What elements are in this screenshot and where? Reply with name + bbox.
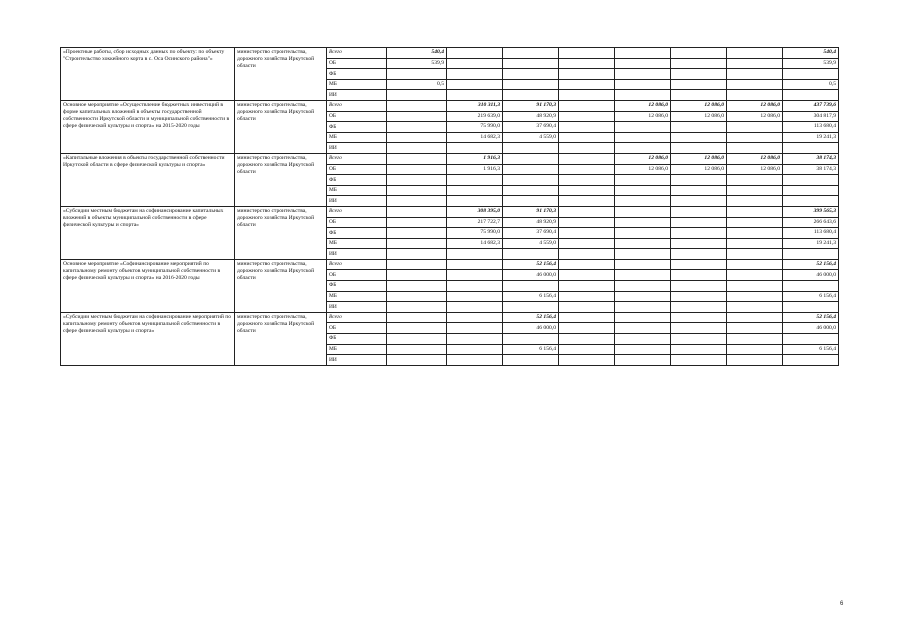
amount-cell bbox=[559, 175, 615, 186]
funding-source-cell: ОБ bbox=[327, 217, 387, 228]
amount-cell bbox=[387, 132, 447, 143]
activity-name-cell: «Субсидии местным бюджетам на софинансирование капитальных вложений в объекты муниципальной собственности в сфере физической культуры и спорта» bbox=[61, 206, 235, 259]
executor-cell: министерство строительства, дорожного хозяйства Иркутской области bbox=[235, 48, 327, 101]
funding-source-cell: Всего bbox=[327, 153, 387, 164]
amount-cell bbox=[615, 249, 671, 260]
amount-cell: 46 000,0 bbox=[503, 270, 559, 281]
funding-source-cell: Всего bbox=[327, 48, 387, 59]
amount-cell: 1 916,3 bbox=[447, 153, 503, 164]
total-amount-cell: 52 156,4 bbox=[783, 312, 839, 323]
amount-cell: 12 086,0 bbox=[727, 153, 783, 164]
page-number: 6 bbox=[840, 601, 844, 607]
amount-cell bbox=[671, 334, 727, 345]
table-row bbox=[61, 100, 839, 111]
amount-cell bbox=[559, 58, 615, 69]
amount-cell bbox=[671, 206, 727, 217]
amount-cell: 6 156,4 bbox=[503, 291, 559, 302]
amount-cell bbox=[671, 79, 727, 90]
amount-cell bbox=[671, 228, 727, 239]
amount-cell bbox=[727, 122, 783, 133]
funding-source-cell: ФБ bbox=[327, 69, 387, 80]
funding-source-cell: ОБ bbox=[327, 164, 387, 175]
amount-cell: 1 916,3 bbox=[447, 164, 503, 175]
amount-cell bbox=[727, 69, 783, 80]
amount-cell bbox=[387, 122, 447, 133]
amount-cell bbox=[387, 355, 447, 366]
amount-cell bbox=[503, 90, 559, 101]
amount-cell bbox=[447, 281, 503, 292]
total-amount-cell bbox=[783, 249, 839, 260]
total-amount-cell bbox=[783, 355, 839, 366]
amount-cell bbox=[671, 122, 727, 133]
amount-cell bbox=[727, 58, 783, 69]
amount-cell bbox=[387, 302, 447, 313]
amount-cell bbox=[559, 259, 615, 270]
amount-cell bbox=[559, 249, 615, 260]
amount-cell: 4 559,0 bbox=[503, 238, 559, 249]
funding-source-cell: ИИ bbox=[327, 302, 387, 313]
amount-cell bbox=[615, 185, 671, 196]
amount-cell bbox=[615, 302, 671, 313]
table-row bbox=[61, 206, 839, 217]
amount-cell bbox=[671, 238, 727, 249]
total-amount-cell: 0,5 bbox=[783, 79, 839, 90]
amount-cell bbox=[447, 249, 503, 260]
amount-cell bbox=[559, 302, 615, 313]
amount-cell bbox=[727, 143, 783, 154]
amount-cell bbox=[503, 302, 559, 313]
amount-cell: 12 086,0 bbox=[671, 153, 727, 164]
amount-cell: 0,5 bbox=[387, 79, 447, 90]
activity-name-cell: «Капитальные вложения в объекты государственной собственности Иркутской области в сфере физической культуры и спорта» bbox=[61, 153, 235, 206]
amount-cell bbox=[447, 344, 503, 355]
amount-cell: 12 086,0 bbox=[615, 153, 671, 164]
amount-cell: 52 156,4 bbox=[503, 259, 559, 270]
total-amount-cell bbox=[783, 334, 839, 345]
amount-cell bbox=[671, 344, 727, 355]
amount-cell bbox=[447, 48, 503, 59]
amount-cell bbox=[447, 302, 503, 313]
amount-cell bbox=[447, 270, 503, 281]
amount-cell bbox=[447, 143, 503, 154]
total-amount-cell: 540,4 bbox=[783, 48, 839, 59]
funding-source-cell: МБ bbox=[327, 344, 387, 355]
amount-cell bbox=[727, 185, 783, 196]
amount-cell bbox=[559, 291, 615, 302]
amount-cell bbox=[559, 48, 615, 59]
activity-name-cell: Основное мероприятие «Осуществление бюджетных инвестиций в форме капитальных вложений в объекты государственной собственности Иркутской области и муниципальной собственности в сфере физической культуры и спорта» на 2015-2020 годы bbox=[61, 100, 235, 153]
amount-cell: 308 395,0 bbox=[447, 206, 503, 217]
budget-table-body bbox=[61, 48, 839, 366]
amount-cell bbox=[447, 196, 503, 207]
executor-cell: министерство строительства, дорожного хозяйства Иркутской области bbox=[235, 206, 327, 259]
amount-cell: 12 086,0 bbox=[671, 100, 727, 111]
amount-cell bbox=[503, 79, 559, 90]
amount-cell bbox=[671, 355, 727, 366]
amount-cell bbox=[615, 355, 671, 366]
amount-cell bbox=[559, 143, 615, 154]
amount-cell bbox=[559, 100, 615, 111]
amount-cell: 310 311,3 bbox=[447, 100, 503, 111]
amount-cell: 48 920,9 bbox=[503, 217, 559, 228]
amount-cell: 12 086,0 bbox=[671, 111, 727, 122]
amount-cell bbox=[727, 344, 783, 355]
amount-cell: 37 690,4 bbox=[503, 122, 559, 133]
amount-cell: 14 682,3 bbox=[447, 238, 503, 249]
amount-cell bbox=[503, 69, 559, 80]
amount-cell bbox=[447, 69, 503, 80]
total-amount-cell: 46 000,0 bbox=[783, 270, 839, 281]
amount-cell: 52 156,4 bbox=[503, 312, 559, 323]
amount-cell bbox=[559, 355, 615, 366]
amount-cell: 12 086,0 bbox=[727, 100, 783, 111]
total-amount-cell: 266 643,6 bbox=[783, 217, 839, 228]
amount-cell bbox=[671, 217, 727, 228]
total-amount-cell: 437 739,6 bbox=[783, 100, 839, 111]
funding-source-cell: МБ bbox=[327, 79, 387, 90]
amount-cell bbox=[671, 302, 727, 313]
amount-cell bbox=[671, 323, 727, 334]
funding-source-cell: ОБ bbox=[327, 323, 387, 334]
funding-source-cell: ИИ bbox=[327, 355, 387, 366]
amount-cell bbox=[387, 153, 447, 164]
amount-cell bbox=[559, 312, 615, 323]
amount-cell bbox=[615, 69, 671, 80]
amount-cell: 91 170,3 bbox=[503, 206, 559, 217]
amount-cell bbox=[387, 259, 447, 270]
amount-cell bbox=[727, 281, 783, 292]
activity-name-cell: «Субсидии местным бюджетам на софинансирование мероприятий по капитальному ремонту объектов муниципальной собственности в сфере физической культуры и спорта» bbox=[61, 312, 235, 365]
amount-cell bbox=[447, 185, 503, 196]
funding-source-cell: ФБ bbox=[327, 122, 387, 133]
amount-cell: 219 639,0 bbox=[447, 111, 503, 122]
amount-cell bbox=[387, 69, 447, 80]
amount-cell: 37 690,4 bbox=[503, 228, 559, 239]
amount-cell bbox=[559, 196, 615, 207]
amount-cell bbox=[503, 58, 559, 69]
funding-source-cell: Всего bbox=[327, 100, 387, 111]
amount-cell bbox=[503, 153, 559, 164]
amount-cell bbox=[387, 164, 447, 175]
funding-source-cell: ОБ bbox=[327, 58, 387, 69]
amount-cell bbox=[559, 323, 615, 334]
amount-cell bbox=[615, 217, 671, 228]
total-amount-cell: 399 565,3 bbox=[783, 206, 839, 217]
table-row bbox=[61, 153, 839, 164]
amount-cell bbox=[615, 312, 671, 323]
executor-cell: министерство строительства, дорожного хозяйства Иркутской области bbox=[235, 153, 327, 206]
amount-cell: 6 156,4 bbox=[503, 344, 559, 355]
amount-cell bbox=[727, 206, 783, 217]
amount-cell bbox=[387, 185, 447, 196]
amount-cell: 91 170,3 bbox=[503, 100, 559, 111]
funding-source-cell: ИИ bbox=[327, 90, 387, 101]
amount-cell bbox=[387, 217, 447, 228]
amount-cell bbox=[615, 58, 671, 69]
total-amount-cell bbox=[783, 69, 839, 80]
amount-cell bbox=[559, 111, 615, 122]
amount-cell bbox=[559, 344, 615, 355]
amount-cell bbox=[727, 270, 783, 281]
amount-cell bbox=[387, 206, 447, 217]
executor-cell: министерство строительства, дорожного хозяйства Иркутской области bbox=[235, 100, 327, 153]
amount-cell bbox=[727, 196, 783, 207]
amount-cell bbox=[727, 259, 783, 270]
total-amount-cell: 38 174,3 bbox=[783, 164, 839, 175]
amount-cell: 12 086,0 bbox=[727, 164, 783, 175]
amount-cell bbox=[387, 249, 447, 260]
amount-cell bbox=[615, 291, 671, 302]
amount-cell bbox=[615, 48, 671, 59]
amount-cell: 540,4 bbox=[387, 48, 447, 59]
amount-cell bbox=[727, 355, 783, 366]
amount-cell bbox=[671, 143, 727, 154]
amount-cell bbox=[447, 58, 503, 69]
amount-cell bbox=[559, 217, 615, 228]
amount-cell bbox=[727, 48, 783, 59]
amount-cell bbox=[671, 58, 727, 69]
amount-cell bbox=[559, 153, 615, 164]
amount-cell bbox=[503, 143, 559, 154]
amount-cell bbox=[503, 185, 559, 196]
total-amount-cell: 304 817,9 bbox=[783, 111, 839, 122]
funding-source-cell: ФБ bbox=[327, 175, 387, 186]
total-amount-cell: 113 680,4 bbox=[783, 228, 839, 239]
amount-cell: 12 086,0 bbox=[615, 100, 671, 111]
amount-cell: 12 086,0 bbox=[671, 164, 727, 175]
funding-source-cell: Всего bbox=[327, 206, 387, 217]
amount-cell bbox=[615, 196, 671, 207]
funding-source-cell: ОБ bbox=[327, 111, 387, 122]
amount-cell bbox=[559, 270, 615, 281]
amount-cell bbox=[727, 228, 783, 239]
amount-cell bbox=[387, 270, 447, 281]
amount-cell bbox=[615, 228, 671, 239]
amount-cell bbox=[615, 323, 671, 334]
amount-cell bbox=[503, 334, 559, 345]
amount-cell bbox=[559, 90, 615, 101]
amount-cell bbox=[727, 175, 783, 186]
amount-cell bbox=[387, 281, 447, 292]
amount-cell bbox=[559, 164, 615, 175]
funding-source-cell: Всего bbox=[327, 312, 387, 323]
amount-cell bbox=[727, 238, 783, 249]
amount-cell bbox=[727, 323, 783, 334]
amount-cell bbox=[559, 69, 615, 80]
amount-cell bbox=[559, 122, 615, 133]
amount-cell bbox=[615, 206, 671, 217]
amount-cell bbox=[447, 334, 503, 345]
funding-source-cell: МБ bbox=[327, 238, 387, 249]
amount-cell bbox=[727, 291, 783, 302]
amount-cell bbox=[671, 175, 727, 186]
amount-cell bbox=[559, 228, 615, 239]
amount-cell bbox=[615, 281, 671, 292]
amount-cell bbox=[447, 259, 503, 270]
amount-cell bbox=[727, 302, 783, 313]
total-amount-cell: 539,9 bbox=[783, 58, 839, 69]
amount-cell: 4 559,0 bbox=[503, 132, 559, 143]
amount-cell: 217 722,7 bbox=[447, 217, 503, 228]
amount-cell bbox=[615, 334, 671, 345]
amount-cell: 12 086,0 bbox=[727, 111, 783, 122]
amount-cell bbox=[615, 122, 671, 133]
amount-cell bbox=[727, 90, 783, 101]
amount-cell bbox=[387, 334, 447, 345]
table-row bbox=[61, 259, 839, 270]
amount-cell bbox=[671, 291, 727, 302]
amount-cell: 14 682,3 bbox=[447, 132, 503, 143]
amount-cell bbox=[387, 323, 447, 334]
funding-source-cell: ФБ bbox=[327, 334, 387, 345]
amount-cell: 12 086,0 bbox=[615, 111, 671, 122]
amount-cell bbox=[615, 259, 671, 270]
amount-cell bbox=[559, 206, 615, 217]
amount-cell bbox=[447, 291, 503, 302]
amount-cell bbox=[503, 48, 559, 59]
amount-cell: 75 990,0 bbox=[447, 228, 503, 239]
amount-cell bbox=[559, 238, 615, 249]
amount-cell bbox=[671, 132, 727, 143]
executor-cell: министерство строительства, дорожного хозяйства Иркутской области bbox=[235, 312, 327, 365]
total-amount-cell: 46 000,0 bbox=[783, 323, 839, 334]
amount-cell: 46 000,0 bbox=[503, 323, 559, 334]
amount-cell bbox=[671, 185, 727, 196]
executor-cell: министерство строительства, дорожного хозяйства Иркутской области bbox=[235, 259, 327, 312]
amount-cell bbox=[447, 175, 503, 186]
amount-cell bbox=[559, 132, 615, 143]
amount-cell bbox=[559, 334, 615, 345]
total-amount-cell: 38 174,3 bbox=[783, 153, 839, 164]
amount-cell bbox=[615, 143, 671, 154]
amount-cell bbox=[671, 312, 727, 323]
amount-cell: 539,9 bbox=[387, 58, 447, 69]
amount-cell bbox=[671, 90, 727, 101]
table-row bbox=[61, 48, 839, 59]
amount-cell bbox=[671, 196, 727, 207]
amount-cell bbox=[503, 175, 559, 186]
amount-cell bbox=[387, 344, 447, 355]
amount-cell bbox=[559, 79, 615, 90]
amount-cell bbox=[503, 196, 559, 207]
amount-cell bbox=[559, 281, 615, 292]
table-row bbox=[61, 312, 839, 323]
amount-cell bbox=[727, 79, 783, 90]
amount-cell bbox=[615, 132, 671, 143]
total-amount-cell: 19 241,3 bbox=[783, 238, 839, 249]
amount-cell bbox=[447, 323, 503, 334]
amount-cell bbox=[387, 312, 447, 323]
amount-cell bbox=[615, 90, 671, 101]
budget-table bbox=[60, 47, 839, 366]
amount-cell bbox=[615, 79, 671, 90]
funding-source-cell: ИИ bbox=[327, 249, 387, 260]
amount-cell bbox=[671, 259, 727, 270]
amount-cell bbox=[503, 355, 559, 366]
amount-cell bbox=[615, 175, 671, 186]
amount-cell bbox=[387, 238, 447, 249]
total-amount-cell: 6 156,4 bbox=[783, 344, 839, 355]
amount-cell bbox=[387, 143, 447, 154]
activity-name-cell: «Проектные работы, сбор исходных данных по объекту: по объекту "Строительство хоккейного корта в с. Оса Осинского района"» bbox=[61, 48, 235, 101]
funding-source-cell: МБ bbox=[327, 291, 387, 302]
total-amount-cell bbox=[783, 90, 839, 101]
amount-cell: 75 990,0 bbox=[447, 122, 503, 133]
amount-cell bbox=[387, 196, 447, 207]
amount-cell bbox=[447, 355, 503, 366]
amount-cell bbox=[671, 281, 727, 292]
total-amount-cell bbox=[783, 175, 839, 186]
amount-cell bbox=[387, 175, 447, 186]
amount-cell bbox=[671, 69, 727, 80]
total-amount-cell bbox=[783, 196, 839, 207]
activity-name-cell: Основное мероприятие «Софинансирование мероприятий по капитальному ремонту объектов муниципальной собственности в сфере физической культуры и спорта» на 2016-2020 годы bbox=[61, 259, 235, 312]
total-amount-cell: 19 241,3 bbox=[783, 132, 839, 143]
amount-cell bbox=[671, 270, 727, 281]
total-amount-cell bbox=[783, 302, 839, 313]
funding-source-cell: ИИ bbox=[327, 143, 387, 154]
amount-cell bbox=[387, 111, 447, 122]
amount-cell bbox=[615, 270, 671, 281]
total-amount-cell: 113 680,4 bbox=[783, 122, 839, 133]
funding-source-cell: Всего bbox=[327, 259, 387, 270]
amount-cell bbox=[503, 249, 559, 260]
funding-source-cell: ФБ bbox=[327, 281, 387, 292]
amount-cell bbox=[615, 344, 671, 355]
amount-cell bbox=[615, 238, 671, 249]
total-amount-cell: 6 156,4 bbox=[783, 291, 839, 302]
amount-cell bbox=[727, 312, 783, 323]
amount-cell bbox=[447, 312, 503, 323]
amount-cell bbox=[387, 100, 447, 111]
amount-cell bbox=[503, 281, 559, 292]
amount-cell bbox=[387, 90, 447, 101]
amount-cell bbox=[387, 228, 447, 239]
amount-cell: 12 086,0 bbox=[615, 164, 671, 175]
amount-cell bbox=[727, 249, 783, 260]
total-amount-cell: 52 156,4 bbox=[783, 259, 839, 270]
amount-cell bbox=[671, 48, 727, 59]
funding-source-cell: ОБ bbox=[327, 270, 387, 281]
total-amount-cell bbox=[783, 143, 839, 154]
funding-source-cell: МБ bbox=[327, 132, 387, 143]
amount-cell bbox=[671, 249, 727, 260]
amount-cell bbox=[727, 132, 783, 143]
amount-cell bbox=[559, 185, 615, 196]
amount-cell bbox=[727, 334, 783, 345]
funding-source-cell: ФБ bbox=[327, 228, 387, 239]
total-amount-cell bbox=[783, 185, 839, 196]
amount-cell bbox=[447, 90, 503, 101]
amount-cell bbox=[447, 79, 503, 90]
amount-cell bbox=[387, 291, 447, 302]
funding-source-cell: МБ bbox=[327, 185, 387, 196]
total-amount-cell bbox=[783, 281, 839, 292]
amount-cell bbox=[727, 217, 783, 228]
amount-cell bbox=[503, 164, 559, 175]
funding-source-cell: ИИ bbox=[327, 196, 387, 207]
amount-cell: 48 920,9 bbox=[503, 111, 559, 122]
